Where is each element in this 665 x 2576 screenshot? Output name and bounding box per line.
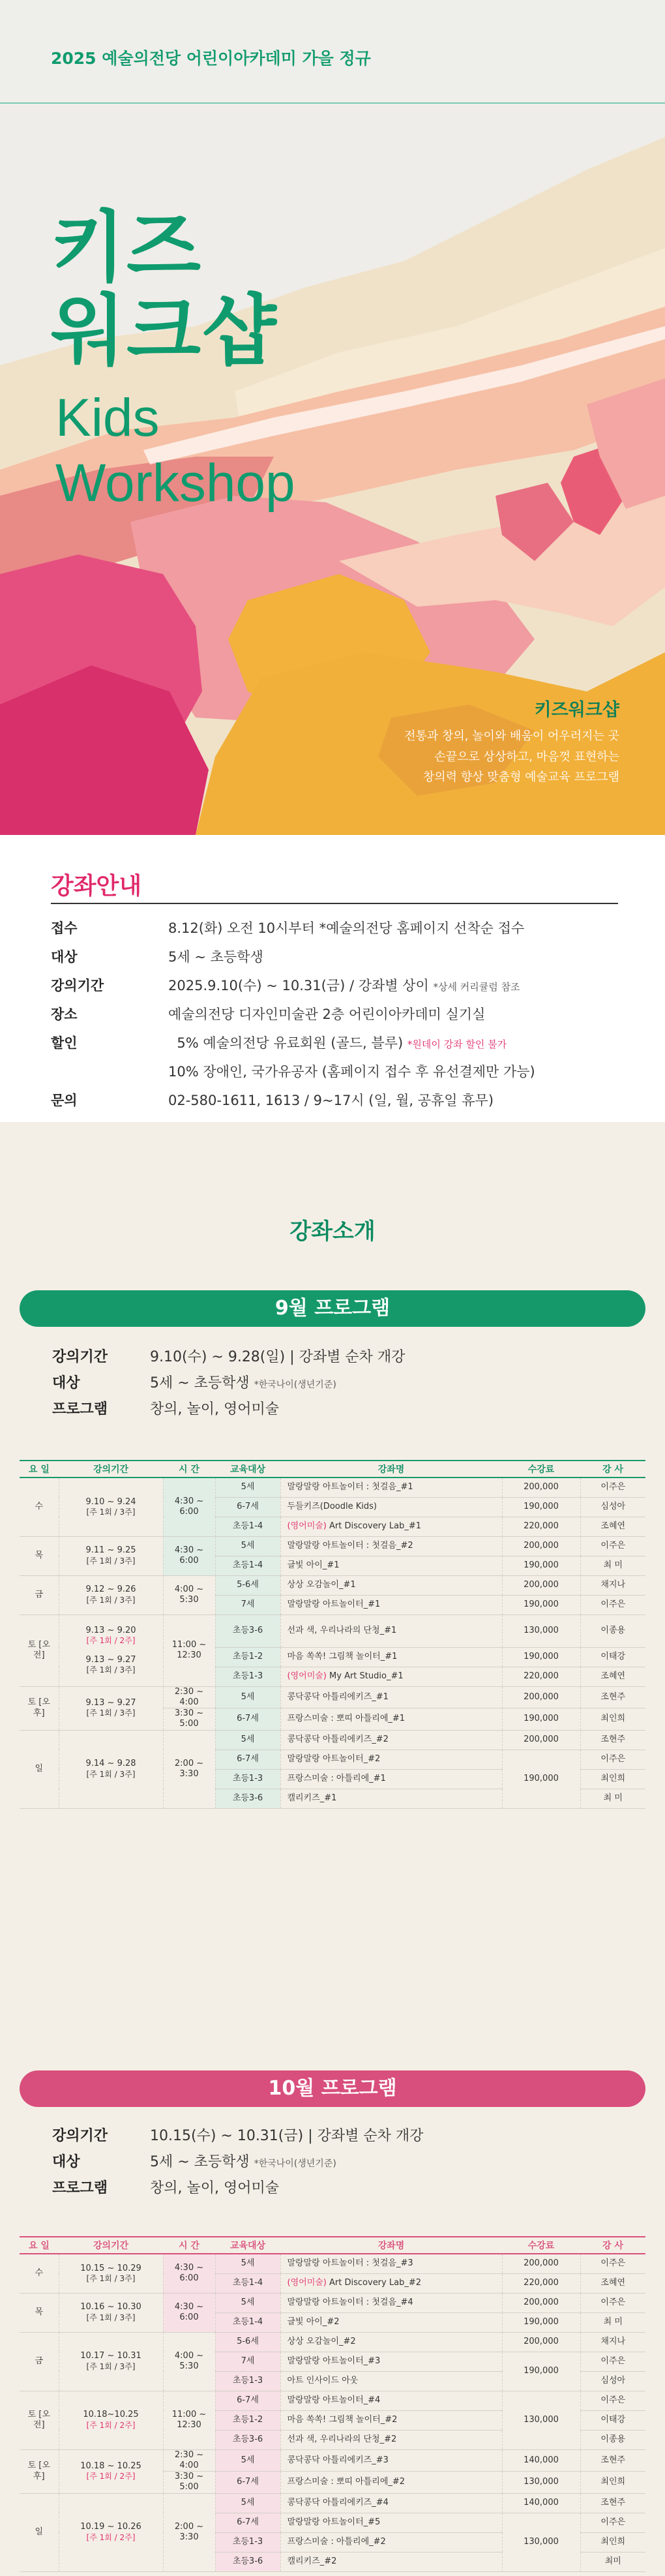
period-sub: [주 1회 / 3주] [86, 1507, 136, 1517]
course-name-cell: 말랑말랑 아트놀이터 : 첫걸음_#1 [280, 1477, 502, 1497]
teacher-cell: 최인희 [580, 1708, 645, 1731]
table-row [20, 1477, 645, 1497]
hero-desc-line: 전통과 창의, 놀이와 배움이 어우러지는 곳 [404, 729, 619, 743]
fee-cell: 200,000 [502, 2332, 580, 2352]
course-name-cell: 콩닥콩닥 아틀리에키즈_#2 [280, 1730, 502, 1750]
period-cell [59, 1536, 163, 1575]
course-name-cell: 프랑스미술 : 아틀리에_#2 [280, 2532, 502, 2552]
info-row-target [51, 942, 625, 971]
time-cell: 4:30 ~ 6:00 [163, 2254, 215, 2293]
teacher-cell: 최 미 [580, 2312, 645, 2332]
col-header: 요 일 [20, 2237, 59, 2254]
teacher-cell: 조현주 [580, 2493, 645, 2513]
hero-title-en-line1: Kids [55, 388, 160, 447]
period-sub: [주 1회 / 3주] [86, 1556, 136, 1566]
teacher-cell: 이주은 [580, 2293, 645, 2312]
meta-value: 창의, 놀이, 영어미술 [150, 2179, 279, 2196]
fee-cell: 190,000 [502, 1595, 580, 1614]
teacher-cell: 이주은 [580, 1536, 645, 1556]
day-cell: 금 [20, 1575, 59, 1614]
teacher-cell: 심성아 [580, 1497, 645, 1517]
fee-cell: 190,000 [502, 1556, 580, 1575]
period-text: 9.10 ~ 9.24 [85, 1496, 136, 1507]
period-cell [59, 1686, 163, 1730]
october-schedule-table [20, 2236, 645, 2572]
fee-cell: 200,000 [502, 1536, 580, 1556]
time-cell: 4:30 ~ 6:00 [163, 1536, 215, 1575]
target-cell: 6-7세 [215, 2391, 280, 2410]
info-value: 02-580-1611, 1613 / 9~17시 (일, 월, 공휴일 휴무) [168, 1093, 494, 1108]
course-name-text: Art Discovery Lab_#1 [329, 1521, 421, 1531]
course-name-cell: 프랑스미술 : 뽀띠 아틀리에_#1 [280, 1708, 502, 1731]
course-name-cell: 두들키즈(Doodle Kids) [280, 1497, 502, 1517]
fee-cell: 130,000 [502, 2513, 580, 2571]
info-value: 10% 장애인, 국가유공자 (홈페이지 접수 후 유선결제만 가능) [168, 1064, 535, 1080]
course-info-rule [51, 903, 618, 904]
hero-title-line2: 워크샵 [51, 286, 278, 376]
meta-label: 프로그램 [52, 1401, 108, 1417]
time-cell: 4:00 ~ 5:30 [163, 1575, 215, 1614]
col-header: 수강료 [502, 2237, 580, 2254]
table-row [20, 1536, 645, 1556]
english-art-tag: (영어미술) [287, 1671, 327, 1681]
day-cell: 목 [20, 1536, 59, 1575]
period-text: 9.13 ~ 9.27 [85, 1655, 136, 1665]
october-program-band: 10월 프로그램 [20, 2070, 645, 2107]
english-art-tag: (영어미술) [287, 1521, 327, 1531]
course-name-cell: 아트 인사이드 아웃 [280, 2371, 502, 2391]
day-cell: 일 [20, 2493, 59, 2571]
col-header: 교육대상 [215, 2237, 280, 2254]
period-cell [59, 2449, 163, 2493]
info-row-contact [51, 1085, 625, 1114]
target-cell: 6-7세 [215, 1708, 280, 1731]
fee-cell: 190,000 [502, 2312, 580, 2332]
fee-cell: 130,000 [502, 1614, 580, 1647]
meta-label: 강의기간 [52, 1348, 108, 1365]
meta-row-program [52, 2174, 626, 2200]
target-cell: 5세 [215, 2254, 280, 2273]
target-cell: 초등3-6 [215, 1789, 280, 1808]
time-cell: 2:00 ~ 3:30 [163, 2493, 215, 2571]
course-name-cell: 프랑스미술 : 뽀띠 아틀리에_#2 [280, 2472, 502, 2494]
meta-row-program [52, 1395, 626, 1421]
course-info-section [0, 835, 665, 1122]
teacher-cell: 이태강 [580, 1647, 645, 1667]
info-value: 예술의전당 디자인미술관 2층 어린이아카데미 실기실 [168, 1007, 486, 1022]
info-label: 대상 [51, 949, 78, 965]
teacher-cell: 최미 [580, 2552, 645, 2571]
info-row-reception [51, 913, 625, 942]
time-cell: 11:00 ~ 12:30 [163, 1614, 215, 1686]
info-label: 강의기간 [51, 978, 104, 993]
day-cell: 토 [오후] [20, 2449, 59, 2493]
target-cell: 6-7세 [215, 2513, 280, 2532]
table-row [20, 2254, 645, 2273]
info-value: 8.12(화) 오전 10시부터 *예술의전당 홈페이지 선착순 접수 [168, 920, 525, 936]
course-info-title: 강좌안내 [51, 873, 142, 900]
info-value: 5세 ~ 초등학생 [168, 949, 263, 965]
info-row-place [51, 999, 625, 1028]
period-text: 9.11 ~ 9.25 [85, 1545, 136, 1556]
meta-label: 대상 [52, 2153, 80, 2170]
table-row [20, 2493, 645, 2513]
period-sub: [주 1회 / 3주] [86, 1665, 136, 1675]
period-cell [59, 2332, 163, 2391]
time-cell: 3:30 ~ 5:00 [163, 2472, 215, 2494]
period-sub: [주 1회 / 2주] [86, 2420, 136, 2430]
course-name-text: Art Discovery Lab_#2 [329, 2277, 421, 2288]
period-text: 10.18~10.25 [83, 2410, 139, 2420]
fee-cell: 220,000 [502, 1667, 580, 1686]
target-cell: 초등1-4 [215, 2273, 280, 2293]
period-text: 9.13 ~ 9.20 [85, 1625, 136, 1635]
info-value-text: 2025.9.10(수) ~ 10.31(금) / 강좌별 상이 [168, 978, 429, 993]
period-text: 10.17 ~ 10.31 [80, 2351, 141, 2361]
teacher-cell: 이주은 [580, 1750, 645, 1769]
teacher-cell: 채지나 [580, 2332, 645, 2352]
target-cell: 7세 [215, 2352, 280, 2371]
target-cell: 초등1-4 [215, 1517, 280, 1536]
day-cell: 수 [20, 1477, 59, 1536]
col-header: 강 사 [580, 1461, 645, 1477]
table-row [20, 1614, 645, 1647]
fee-cell: 220,000 [502, 1517, 580, 1536]
table-row [20, 2332, 645, 2352]
col-header: 강의기간 [59, 1461, 163, 1477]
fee-cell: 130,000 [502, 2391, 580, 2449]
table-row [20, 2449, 645, 2472]
target-cell: 초등3-6 [215, 2552, 280, 2571]
col-header: 강좌명 [280, 1461, 502, 1477]
fee-cell: 200,000 [502, 1730, 580, 1750]
target-cell: 5-6세 [215, 2332, 280, 2352]
info-label: 문의 [51, 1093, 78, 1108]
teacher-cell: 이주은 [580, 1477, 645, 1497]
target-cell: 7세 [215, 1595, 280, 1614]
hero-banner [0, 0, 665, 835]
info-value [168, 1033, 507, 1052]
meta-label: 강의기간 [52, 2127, 108, 2144]
col-header: 요 일 [20, 1461, 59, 1477]
target-cell: 6-7세 [215, 1750, 280, 1769]
course-name-cell: 마음 쏙쏙! 그림책 놀이터_#1 [280, 1647, 502, 1667]
teacher-cell: 최인희 [580, 2472, 645, 2494]
meta-label: 대상 [52, 1374, 80, 1391]
table-header-row [20, 1461, 645, 1477]
hero-top-title: 2025 예술의전당 어린이아카데미 가을 정규 [51, 49, 371, 68]
target-cell: 5세 [215, 1730, 280, 1750]
fee-cell: 140,000 [502, 2449, 580, 2472]
teacher-cell: 조현주 [580, 1686, 645, 1708]
course-name-cell: 캘리키즈_#2 [280, 2552, 502, 2571]
target-cell: 초등1-3 [215, 1769, 280, 1789]
day-cell: 금 [20, 2332, 59, 2391]
course-name-cell: 글빛 아이_#2 [280, 2312, 502, 2332]
period-cell [59, 2391, 163, 2449]
info-note: *상세 커리큘럼 참조 [433, 981, 520, 993]
period-cell [59, 1614, 163, 1686]
course-info-list [51, 913, 625, 1114]
course-name-cell: 콩닥콩닥 아틀리에키즈_#1 [280, 1686, 502, 1708]
info-value-text: 5% 예술의전당 유료회원 (골드, 블루) [177, 1035, 404, 1051]
course-name-cell [280, 2273, 502, 2293]
period-cell [59, 1575, 163, 1614]
teacher-cell: 이주은 [580, 2513, 645, 2532]
info-value [168, 975, 520, 995]
course-name-cell: 말랑말랑 아트놀이터_#4 [280, 2391, 502, 2410]
time-cell: 11:00 ~ 12:30 [163, 2391, 215, 2449]
fee-cell: 200,000 [502, 2293, 580, 2312]
target-cell: 5세 [215, 1477, 280, 1497]
col-header: 강좌명 [280, 2237, 502, 2254]
table-row [20, 2293, 645, 2312]
teacher-cell: 최 미 [580, 1556, 645, 1575]
meta-label: 프로그램 [52, 2179, 108, 2196]
teacher-cell: 이종용 [580, 2430, 645, 2449]
day-cell: 수 [20, 2254, 59, 2293]
course-name-cell: 글빛 아이_#1 [280, 1556, 502, 1575]
meta-row-target [52, 2147, 626, 2174]
info-row-period [51, 971, 625, 999]
meta-value [150, 1372, 336, 1392]
day-cell: 일 [20, 1730, 59, 1808]
fee-cell: 190,000 [502, 1750, 580, 1808]
september-program-band: 9월 프로그램 [20, 1290, 645, 1327]
day-cell: 토 [오전] [20, 2391, 59, 2449]
table-header-row [20, 2237, 645, 2254]
target-cell: 5세 [215, 2449, 280, 2472]
hero-title-line1: 키즈 [51, 202, 202, 292]
teacher-cell: 최 미 [580, 1789, 645, 1808]
teacher-cell: 이주은 [580, 2352, 645, 2371]
col-header: 강 사 [580, 2237, 645, 2254]
period-text: 9.12 ~ 9.26 [85, 1584, 136, 1595]
period-sub: [주 1회 / 3주] [86, 2361, 136, 2371]
target-cell: 초등1-2 [215, 2410, 280, 2430]
target-cell: 초등1-4 [215, 2312, 280, 2332]
time-cell: 2:00 ~ 3:30 [163, 1730, 215, 1808]
teacher-cell: 채지나 [580, 1575, 645, 1595]
course-name-cell: 콩닥콩닥 아틀리에키즈_#4 [280, 2493, 502, 2513]
info-label: 할인 [51, 1035, 78, 1051]
target-cell: 초등3-6 [215, 2430, 280, 2449]
info-row-discount-2 [51, 1057, 625, 1085]
period-sub: [주 1회 / 3주] [86, 1708, 136, 1718]
target-cell: 5-6세 [215, 1575, 280, 1595]
course-name-cell: 선과 색, 우리나라의 단청_#1 [280, 1614, 502, 1647]
hero-desc-line: 손끝으로 상상하고, 마음껏 표현하는 [434, 750, 619, 764]
time-cell: 2:30 ~ 4:00 [163, 1686, 215, 1708]
time-cell: 4:00 ~ 5:30 [163, 2332, 215, 2391]
course-name-cell: 말랑말랑 아트놀이터 : 첫걸음_#3 [280, 2254, 502, 2273]
course-name-cell: 말랑말랑 아트놀이터_#2 [280, 1750, 502, 1769]
course-name-cell [280, 1667, 502, 1686]
teacher-cell: 이태강 [580, 2410, 645, 2430]
teacher-cell: 조혜연 [580, 1667, 645, 1686]
target-cell: 5세 [215, 2293, 280, 2312]
teacher-cell: 조현주 [580, 1730, 645, 1750]
teacher-cell: 이주은 [580, 1595, 645, 1614]
time-cell: 3:30 ~ 5:00 [163, 1708, 215, 1731]
course-intro-title: 강좌소개 [289, 1219, 376, 1245]
teacher-cell: 이주은 [580, 2391, 645, 2410]
meta-note: *한국나이(생년기준) [254, 2158, 336, 2169]
fee-cell: 200,000 [502, 2254, 580, 2273]
course-name-cell: 마음 쏙쏙! 그림책 놀이터_#2 [280, 2410, 502, 2430]
hero-sub-desc [404, 726, 619, 788]
fee-cell: 220,000 [502, 2273, 580, 2293]
teacher-cell: 이주은 [580, 2254, 645, 2273]
teacher-cell: 최인희 [580, 2532, 645, 2552]
teacher-cell: 이종용 [580, 1614, 645, 1647]
table-row [20, 2391, 645, 2410]
time-cell: 4:30 ~ 6:00 [163, 2293, 215, 2332]
course-name-cell: 프랑스미술 : 아틀리에_#1 [280, 1769, 502, 1789]
period-sub: [주 1회 / 3주] [86, 2312, 136, 2322]
course-name-cell: 캘리키즈_#1 [280, 1789, 502, 1808]
target-cell: 5세 [215, 1536, 280, 1556]
table-row [20, 1686, 645, 1708]
course-name-cell: 콩닥콩닥 아틀리에키즈_#3 [280, 2449, 502, 2472]
info-label: 장소 [51, 1007, 78, 1022]
fee-cell: 200,000 [502, 1575, 580, 1595]
day-cell: 토 [오전] [20, 1614, 59, 1686]
period-text: 10.19 ~ 10.26 [80, 2522, 141, 2532]
day-cell: 토 [오후] [20, 1686, 59, 1730]
fee-cell: 140,000 [502, 2493, 580, 2513]
course-name-cell: 상상 오감놀이_#2 [280, 2332, 502, 2352]
col-header: 시 간 [163, 1461, 215, 1477]
meta-value: 9.10(수) ~ 9.28(일) | 강좌별 순차 개강 [150, 1348, 406, 1365]
hero-desc-line: 창의력 향상 맞춤형 예술교육 프로그램 [422, 770, 619, 784]
course-name-text: My Art Studio_#1 [329, 1671, 404, 1681]
course-name-cell: 선과 색, 우리나라의 단청_#2 [280, 2430, 502, 2449]
period-text: 10.16 ~ 10.30 [80, 2302, 141, 2312]
hero-sub-title: 키즈워크샵 [534, 700, 619, 720]
period-text: 9.13 ~ 9.27 [85, 1697, 136, 1708]
meta-row-target [52, 1369, 626, 1395]
english-art-tag: (영어미술) [287, 2277, 327, 2288]
fee-cell: 190,000 [502, 1497, 580, 1517]
period-cell [59, 2254, 163, 2293]
meta-note: *한국나이(생년기준) [254, 1379, 336, 1390]
period-text: 9.14 ~ 9.28 [85, 1759, 136, 1769]
target-cell: 초등1-3 [215, 1667, 280, 1686]
course-name-cell: 말랑말랑 아트놀이터 : 첫걸음_#2 [280, 1536, 502, 1556]
period-text: 10.15 ~ 10.29 [80, 2263, 141, 2273]
time-cell: 2:30 ~ 4:00 [163, 2449, 215, 2472]
meta-value [150, 2151, 336, 2171]
period-text: 10.18 ~ 10.25 [80, 2461, 141, 2471]
course-name-cell [280, 1517, 502, 1536]
table-row [20, 1730, 645, 1750]
target-cell: 초등1-4 [215, 1556, 280, 1575]
meta-value-text: 5세 ~ 초등학생 [150, 1374, 250, 1391]
teacher-cell: 조현주 [580, 2449, 645, 2472]
col-header: 시 간 [163, 2237, 215, 2254]
info-note-red: *원데이 강좌 할인 불가 [407, 1038, 507, 1050]
period-cell [59, 2293, 163, 2332]
fee-cell: 190,000 [502, 1647, 580, 1667]
target-cell: 초등1-3 [215, 2532, 280, 2552]
meta-value: 창의, 놀이, 영어미술 [150, 1401, 279, 1417]
info-row-discount [51, 1028, 625, 1057]
meta-row-period [52, 1342, 626, 1369]
teacher-cell: 심성아 [580, 2371, 645, 2391]
fee-cell: 200,000 [502, 1477, 580, 1497]
course-name-cell: 말랑말랑 아트놀이터_#3 [280, 2352, 502, 2371]
target-cell: 초등1-2 [215, 1647, 280, 1667]
table-row [20, 1575, 645, 1595]
hero-title-en-line2: Workshop [55, 453, 295, 513]
target-cell: 6-7세 [215, 1497, 280, 1517]
col-header: 강의기간 [59, 2237, 163, 2254]
september-schedule-table [20, 1460, 645, 1809]
september-meta [52, 1342, 626, 1421]
target-cell: 5세 [215, 2493, 280, 2513]
period-sub: [주 1회 / 2주] [86, 2472, 136, 2481]
course-name-cell: 상상 오감놀이_#1 [280, 1575, 502, 1595]
period-sub: [주 1회 / 3주] [86, 2273, 136, 2283]
period-sub: [주 1회 / 2주] [86, 2532, 136, 2542]
teacher-cell: 조혜연 [580, 2273, 645, 2293]
target-cell: 5세 [215, 1686, 280, 1708]
period-sub: [주 1회 / 3주] [86, 1595, 136, 1605]
target-cell: 초등1-3 [215, 2371, 280, 2391]
fee-cell: 200,000 [502, 1686, 580, 1708]
period-sub: [주 1회 / 2주] [86, 1636, 136, 1645]
col-header: 수강료 [502, 1461, 580, 1477]
period-cell [59, 1730, 163, 1808]
meta-row-period [52, 2121, 626, 2147]
fee-cell: 130,000 [502, 2472, 580, 2494]
col-header: 교육대상 [215, 1461, 280, 1477]
october-meta [52, 2121, 626, 2200]
target-cell: 초등3-6 [215, 1614, 280, 1647]
period-cell [59, 1477, 163, 1536]
teacher-cell: 최인희 [580, 1769, 645, 1789]
meta-value-text: 5세 ~ 초등학생 [150, 2153, 250, 2170]
teacher-cell: 조혜연 [580, 1517, 645, 1536]
info-label: 접수 [51, 920, 78, 936]
fee-cell: 190,000 [502, 2352, 580, 2391]
period-sub: [주 1회 / 3주] [86, 1769, 136, 1779]
course-name-cell: 말랑말랑 아트놀이터 : 첫걸음_#4 [280, 2293, 502, 2312]
fee-cell: 190,000 [502, 1708, 580, 1731]
time-cell: 4:30 ~ 6:00 [163, 1477, 215, 1536]
meta-value: 10.15(수) ~ 10.31(금) | 강좌별 순차 개강 [150, 2127, 424, 2144]
period-cell [59, 2493, 163, 2571]
course-name-cell: 말랑말랑 아트놀이터_#5 [280, 2513, 502, 2532]
course-name-cell: 말랑말랑 아트놀이터_#1 [280, 1595, 502, 1614]
day-cell: 목 [20, 2293, 59, 2332]
target-cell: 6-7세 [215, 2472, 280, 2494]
